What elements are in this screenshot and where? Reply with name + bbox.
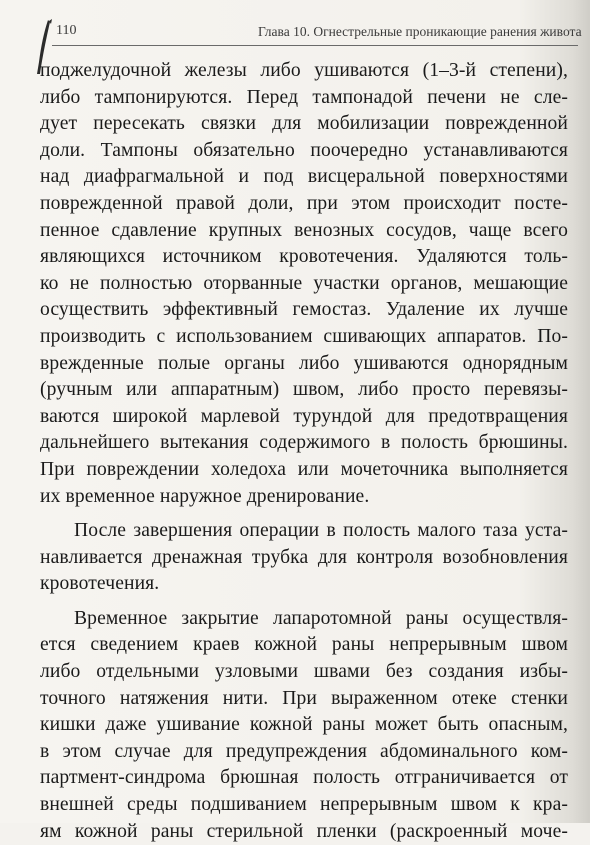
paragraph-3 bbox=[40, 606, 568, 845]
text-line: осуществить эффективный гемостаз. Удаление их лучше bbox=[40, 299, 568, 321]
text-line: поджелудочной железы либо ушиваются (1–3-й степени), bbox=[40, 60, 568, 81]
text-line: либо тампонируются. Перед тампонадой печени не сле- bbox=[40, 86, 568, 108]
text-line: производить с использованием сшивающих аппаратов. По- bbox=[40, 325, 568, 347]
text-line: кишки даже ушивание кожной раны может быть опасным, bbox=[40, 714, 568, 736]
text-line: дальнейшего вытекания содержимого в полость брюшины. bbox=[40, 432, 568, 454]
text-line: пенное сдавление крупных венозных сосудов, чаще всего bbox=[40, 219, 568, 241]
text-line: их временное наружное дренирование. bbox=[40, 485, 370, 507]
text-line: доли. Тампоны обязательно поочередно устанавливаются bbox=[40, 139, 568, 161]
text-line: (ручным или аппаратным) швом, либо просто перевязы- bbox=[40, 379, 568, 401]
text-line: ко не полностью оторванные участки органов, мешающие bbox=[40, 272, 568, 294]
text-line: ется сведением краев кожной раны непрерывным швом bbox=[40, 634, 568, 656]
text-line: навливается дренажная трубка для контроля возобновления bbox=[40, 546, 568, 568]
text-line: ям кожной раны стерильной пленки (раскроенный моче- bbox=[40, 820, 568, 842]
text-line: внешней среды подшиванием непрерывным швом к кра- bbox=[40, 794, 568, 816]
text-line: над диафрагмальной и под висцеральной поверхностями bbox=[40, 166, 568, 188]
paragraph-1 bbox=[40, 58, 568, 510]
text-line: партмент-синдрома брюшная полость отграничивается от bbox=[40, 767, 568, 789]
header-rule bbox=[52, 45, 578, 46]
page-header bbox=[0, 14, 590, 44]
text-line: кровотечения. bbox=[40, 573, 160, 595]
text-line: врежденные полые органы либо ушиваются однорядным bbox=[40, 352, 568, 374]
text-line: При повреждении холедоха или мочеточника выполняется bbox=[40, 458, 568, 480]
text-line: поврежденной правой доли, при этом происходит посте- bbox=[40, 192, 568, 214]
running-head: Глава 10. Огнестрельные проникающие ранения живота bbox=[258, 24, 582, 39]
paragraph-2 bbox=[40, 518, 568, 598]
text-line: дует пересекать связки для мобилизации поврежденной bbox=[40, 113, 568, 135]
page-number: 110 bbox=[56, 23, 77, 38]
text-line: в этом случае для предупреждения абдоминального ком- bbox=[40, 740, 568, 762]
body-text bbox=[40, 58, 568, 845]
text-line: После завершения операции в полость малого таза уста- bbox=[74, 520, 568, 542]
text-line: ваются широкой марлевой турундой для предотвращения bbox=[40, 405, 568, 427]
text-line: либо отдельными узловыми швами без создания избы- bbox=[40, 661, 568, 683]
text-line: являющихся источником кровотечения. Удаляются толь- bbox=[40, 246, 568, 268]
text-line: точного натяжения нити. При выраженном отеке стенки bbox=[40, 687, 568, 709]
text-line: Временное закрытие лапаротомной раны осуществля- bbox=[74, 607, 568, 629]
